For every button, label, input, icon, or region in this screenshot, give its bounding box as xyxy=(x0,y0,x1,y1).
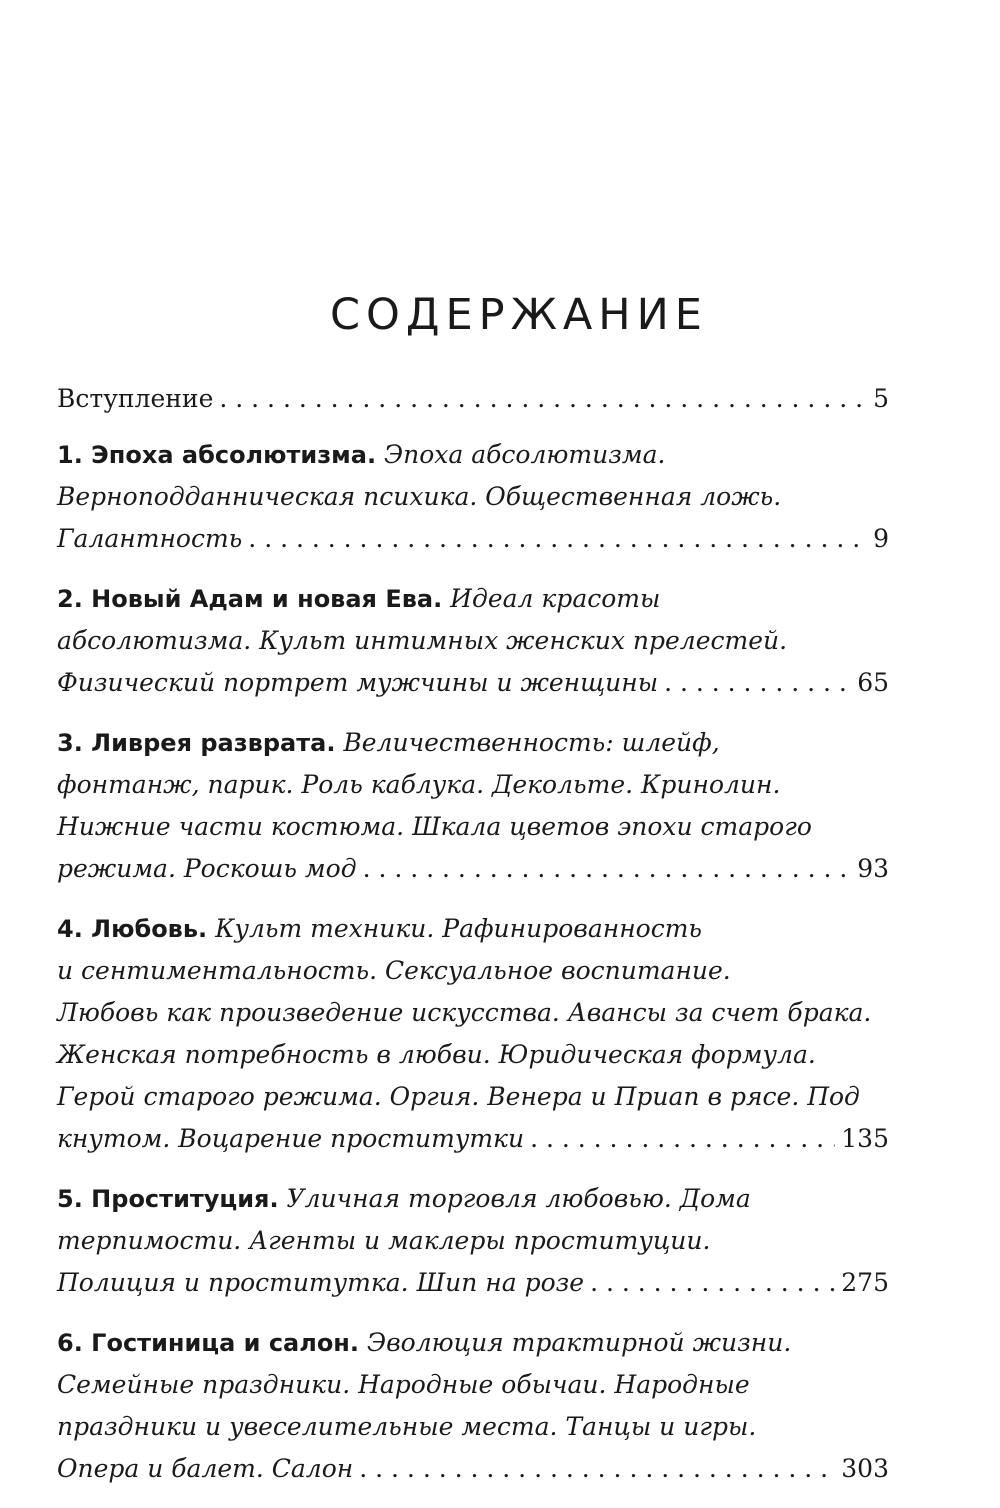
toc-line xyxy=(57,950,889,992)
page-number: 275 xyxy=(841,1268,889,1297)
chapter-title: 5. Проституция. xyxy=(57,1185,279,1213)
toc-line xyxy=(57,1220,889,1262)
toc-line xyxy=(57,378,889,420)
chapter-description: Эпоха абсолютизма. xyxy=(384,440,666,469)
page-number: 65 xyxy=(857,668,889,697)
toc-line xyxy=(57,1076,889,1118)
page-number: 93 xyxy=(857,854,889,883)
chapter-title: 6. Гостиница и салон. xyxy=(57,1329,360,1357)
table-of-contents xyxy=(57,378,889,1508)
toc-line xyxy=(57,1364,889,1406)
page-number: 135 xyxy=(841,1124,889,1153)
toc-entry-chapter-5 xyxy=(57,1178,889,1304)
toc-line xyxy=(57,992,889,1034)
chapter-title: 4. Любовь. xyxy=(57,915,208,943)
chapter-description: абсолютизма. Культ интимных женских прелестей. xyxy=(57,626,788,655)
toc-entry-chapter-1 xyxy=(57,434,889,560)
chapter-description: Опера и балет. Салон xyxy=(57,1454,354,1483)
dot-leader xyxy=(664,662,851,704)
chapter-title: 3. Ливрея разврата. xyxy=(57,729,336,757)
page-number: 5 xyxy=(873,384,889,413)
chapter-description: Семейные праздники. Народные обычаи. Народные xyxy=(57,1370,750,1399)
dot-leader xyxy=(530,1118,835,1160)
chapter-description: Любовь как произведение искусства. Авансы за счет брака. xyxy=(57,998,872,1027)
toc-line xyxy=(57,722,889,764)
toc-line xyxy=(57,476,889,518)
toc-line xyxy=(57,764,889,806)
chapter-description: кнутом. Воцарение проститутки xyxy=(57,1124,525,1153)
toc-entry-chapter-2 xyxy=(57,578,889,704)
toc-line xyxy=(57,908,889,950)
dot-leader xyxy=(219,378,867,420)
toc-entry-chapter-3 xyxy=(57,722,889,890)
chapter-description: Нижние части костюма. Шкала цветов эпохи старого xyxy=(57,812,812,841)
chapter-description: Верноподданническая психика. Общественная ложь. xyxy=(57,482,782,511)
chapter-description: Идеал красоты xyxy=(450,584,661,613)
chapter-title: 1. Эпоха абсолютизма. xyxy=(57,441,377,469)
chapter-description: Герой старого режима. Оргия. Венера и Приап в рясе. Под xyxy=(57,1082,860,1111)
chapter-description: фонтанж, парик. Роль каблука. Декольте. Кринолин. xyxy=(57,770,781,799)
page-number: 303 xyxy=(841,1454,889,1483)
chapter-description: Величественность: шлейф, xyxy=(343,728,720,757)
toc-entry-chapter-6 xyxy=(57,1322,889,1490)
toc-line xyxy=(57,1322,889,1364)
chapter-description: Полиция и проститутка. Шип на розе xyxy=(57,1268,585,1297)
page-title: СОДЕРЖАНИЕ xyxy=(330,290,708,340)
toc-line xyxy=(57,1448,889,1490)
chapter-title: 2. Новый Адам и новая Ева. xyxy=(57,585,443,613)
page-number: 9 xyxy=(873,524,889,553)
chapter-description: Женская потребность в любви. Юридическая формула. xyxy=(57,1040,816,1069)
toc-line xyxy=(57,1034,889,1076)
toc-entry-intro xyxy=(57,378,889,420)
toc-entry-chapter-4 xyxy=(57,908,889,1160)
dot-leader xyxy=(363,848,852,890)
toc-line xyxy=(57,1118,889,1160)
toc-line xyxy=(57,662,889,704)
chapter-description: и сентиментальность. Сексуальное воспитание. xyxy=(57,956,731,985)
chapter-description: терпимости. Агенты и маклеры проституции. xyxy=(57,1226,711,1255)
toc-line xyxy=(57,434,889,476)
dot-leader xyxy=(248,518,867,560)
chapter-description: Уличная торговля любовью. Дома xyxy=(286,1184,751,1213)
toc-entry-label: Вступление xyxy=(57,384,214,413)
toc-line xyxy=(57,1178,889,1220)
chapter-description: праздники и увеселительные места. Танцы и игры. xyxy=(57,1412,757,1441)
chapter-description: Эволюция трактирной жизни. xyxy=(366,1328,792,1357)
chapter-description: режима. Роскошь мод xyxy=(57,854,357,883)
toc-line xyxy=(57,1406,889,1448)
toc-line xyxy=(57,1262,889,1304)
toc-line xyxy=(57,620,889,662)
chapter-description: Культ техники. Рафинированность xyxy=(215,914,703,943)
chapter-description: Физический портрет мужчины и женщины xyxy=(57,668,659,697)
toc-line xyxy=(57,578,889,620)
toc-line xyxy=(57,848,889,890)
dot-leader xyxy=(590,1262,835,1304)
toc-line xyxy=(57,806,889,848)
toc-line xyxy=(57,518,889,560)
dot-leader xyxy=(359,1448,835,1490)
chapter-description: Галантность xyxy=(57,524,243,553)
